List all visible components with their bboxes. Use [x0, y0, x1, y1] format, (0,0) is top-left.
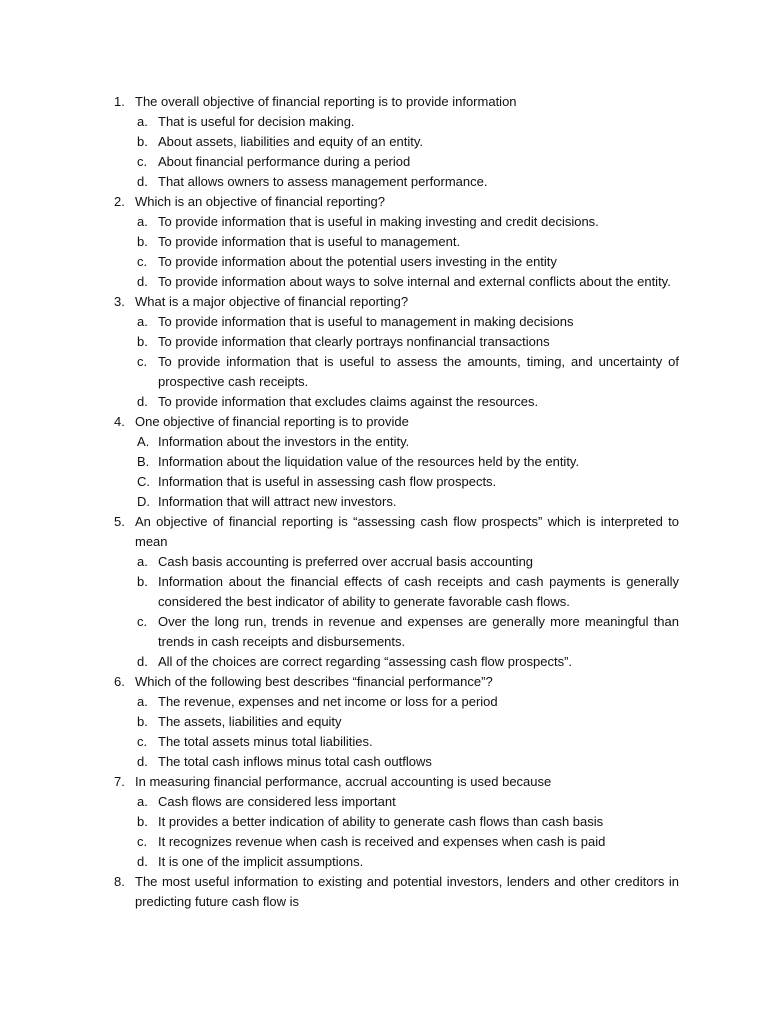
option-text: To provide information that is useful to management in making decisions: [158, 314, 574, 329]
question-number: 4.: [114, 414, 125, 429]
answer-option: [0, 472, 768, 492]
option-text: The total assets minus total liabilities.: [158, 734, 373, 749]
answer-option: [0, 712, 768, 732]
option-letter: a.: [137, 694, 148, 709]
option-letter: a.: [137, 314, 148, 329]
option-text: Information about the financial effects of cash receipts and cash payments is generally considered the best indicator of ability to generate favorable cash flows.: [158, 574, 679, 609]
question-item: [0, 672, 768, 772]
option-letter: b.: [137, 134, 148, 149]
answer-option: [0, 352, 768, 392]
option-letter: b.: [137, 814, 148, 829]
option-text: The assets, liabilities and equity: [158, 714, 342, 729]
option-text: To provide information that is useful to management.: [158, 234, 461, 249]
question-number: 8.: [114, 874, 125, 889]
option-text: Over the long run, trends in revenue and expenses are generally more meaningful than trends in cash receipts and disbursements.: [158, 614, 679, 649]
option-letter: d.: [137, 854, 148, 869]
option-text: Information that will attract new investors.: [158, 494, 397, 509]
option-text: About financial performance during a period: [158, 154, 411, 169]
answer-option: [0, 832, 768, 852]
question-list: [0, 92, 768, 912]
answer-option: [0, 212, 768, 232]
answer-option: [0, 332, 768, 352]
option-text: It provides a better indication of ability to generate cash flows than cash basis: [158, 814, 604, 829]
option-text: Information about the investors in the entity.: [158, 434, 410, 449]
option-letter: b.: [137, 334, 148, 349]
question-item: [0, 92, 768, 192]
option-text: To provide information that is useful in making investing and credit decisions.: [158, 214, 599, 229]
answer-option: [0, 152, 768, 172]
answer-option: [0, 552, 768, 572]
option-letter: b.: [137, 714, 148, 729]
answer-option: [0, 612, 768, 652]
option-letter: c.: [137, 354, 148, 369]
question-number: 2.: [114, 194, 125, 209]
answer-option: [0, 812, 768, 832]
option-text: About assets, liabilities and equity of an entity.: [158, 134, 423, 149]
answer-option: [0, 792, 768, 812]
option-letter: A.: [137, 434, 150, 449]
answer-option: [0, 132, 768, 152]
question-text: An objective of financial reporting is “assessing cash flow prospects” which is interpreted to mean: [135, 514, 679, 549]
question-text: The overall objective of financial reporting is to provide information: [135, 94, 517, 109]
option-letter: d.: [137, 174, 148, 189]
answer-option: [0, 572, 768, 612]
option-letter: b.: [137, 234, 148, 249]
option-text: All of the choices are correct regarding “assessing cash flow prospects”.: [158, 654, 573, 669]
option-letter: a.: [137, 794, 148, 809]
option-text: To provide information about ways to solve internal and external conflicts about the entity.: [158, 274, 671, 289]
option-letter: c.: [137, 254, 148, 269]
option-letter: d.: [137, 394, 148, 409]
option-text: To provide information that is useful to assess the amounts, timing, and uncertainty of prospective cash receipts.: [158, 354, 679, 389]
question-item: [0, 872, 768, 912]
answer-option: [0, 852, 768, 872]
option-text: It is one of the implicit assumptions.: [158, 854, 364, 869]
option-text: To provide information that excludes claims against the resources.: [158, 394, 539, 409]
answer-option: [0, 312, 768, 332]
answer-option: [0, 452, 768, 472]
option-letter: a.: [137, 114, 148, 129]
question-text: Which is an objective of financial reporting?: [135, 194, 386, 209]
answer-option: [0, 392, 768, 412]
option-letter: a.: [137, 214, 148, 229]
question-number: 7.: [114, 774, 125, 789]
question-item: [0, 292, 768, 412]
answer-option: [0, 732, 768, 752]
question-number: 3.: [114, 294, 125, 309]
option-text: That is useful for decision making.: [158, 114, 355, 129]
question-text: Which of the following best describes “financial performance”?: [135, 674, 493, 689]
option-text: The revenue, expenses and net income or loss for a period: [158, 694, 498, 709]
option-letter: c.: [137, 834, 148, 849]
answer-options: [0, 432, 768, 512]
option-text: To provide information that clearly portrays nonfinancial transactions: [158, 334, 550, 349]
option-text: The total cash inflows minus total cash outflows: [158, 754, 432, 769]
answer-options: [0, 312, 768, 412]
answer-option: [0, 752, 768, 772]
answer-options: [0, 112, 768, 192]
option-text: It recognizes revenue when cash is received and expenses when cash is paid: [158, 834, 606, 849]
answer-option: [0, 252, 768, 272]
answer-option: [0, 272, 768, 292]
option-letter: d.: [137, 274, 148, 289]
question-text: In measuring financial performance, accrual accounting is used because: [135, 774, 552, 789]
question-item: [0, 772, 768, 872]
answer-options: [0, 212, 768, 292]
question-number: 6.: [114, 674, 125, 689]
question-text: The most useful information to existing and potential investors, lenders and other creditors in predicting future cash flow is: [135, 874, 679, 909]
question-text: What is a major objective of financial reporting?: [135, 294, 409, 309]
option-letter: D.: [137, 494, 150, 509]
question-item: [0, 512, 768, 672]
answer-option: [0, 232, 768, 252]
answer-options: [0, 792, 768, 872]
option-text: Cash flows are considered less important: [158, 794, 396, 809]
question-number: 5.: [114, 514, 125, 529]
question-number: 1.: [114, 94, 125, 109]
option-letter: d.: [137, 654, 148, 669]
option-letter: a.: [137, 554, 148, 569]
option-letter: d.: [137, 754, 148, 769]
answer-option: [0, 492, 768, 512]
answer-option: [0, 652, 768, 672]
option-text: Cash basis accounting is preferred over accrual basis accounting: [158, 554, 534, 569]
question-item: [0, 192, 768, 292]
option-letter: B.: [137, 454, 150, 469]
question-item: [0, 412, 768, 512]
answer-options: [0, 692, 768, 772]
question-text: One objective of financial reporting is to provide: [135, 414, 409, 429]
option-text: Information about the liquidation value of the resources held by the entity.: [158, 454, 580, 469]
answer-options: [0, 552, 768, 672]
option-letter: c.: [137, 614, 148, 629]
option-letter: c.: [137, 734, 148, 749]
option-text: Information that is useful in assessing cash flow prospects.: [158, 474, 497, 489]
option-text: That allows owners to assess management performance.: [158, 174, 488, 189]
answer-option: [0, 432, 768, 452]
answer-option: [0, 692, 768, 712]
option-text: To provide information about the potential users investing in the entity: [158, 254, 557, 269]
answer-option: [0, 172, 768, 192]
option-letter: b.: [137, 574, 148, 589]
option-letter: C.: [137, 474, 150, 489]
option-letter: c.: [137, 154, 148, 169]
answer-option: [0, 112, 768, 132]
